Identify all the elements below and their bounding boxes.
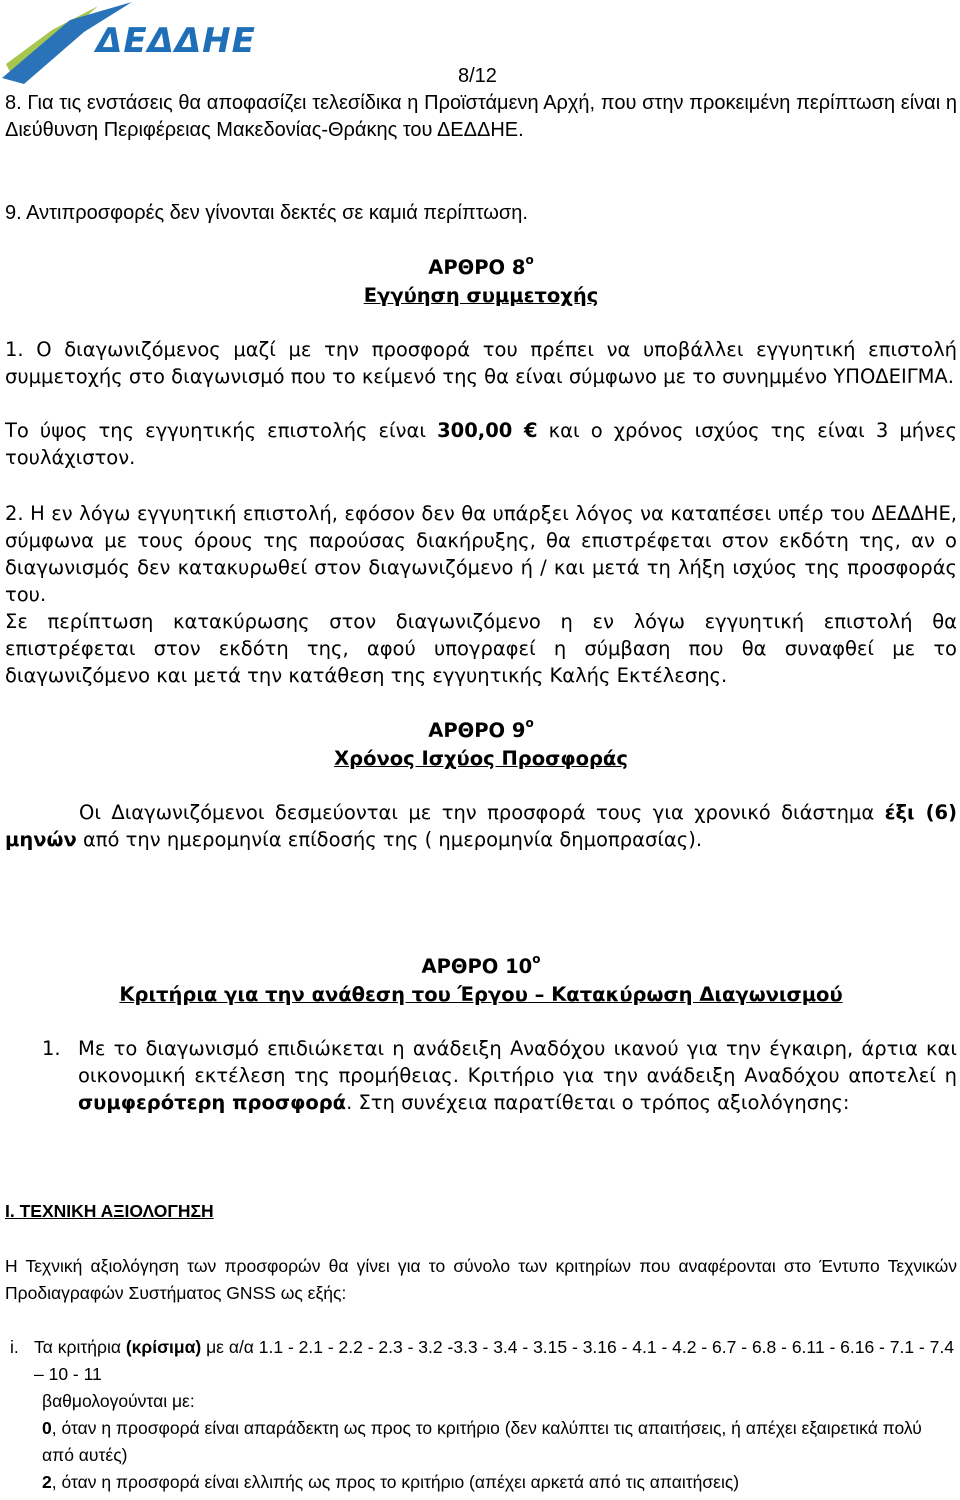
article-8-heading-text: ΑΡΘΡΟ 8 [428,256,526,279]
article-9-paragraph [5,799,957,853]
guarantee-amount: 300,00 € [437,419,538,442]
score-2-text: , όταν η προσφορά είναι ελλιπής ως προς το κριτήριο (απέχει αρκετά από τις απαιτήσεις) [51,1472,740,1492]
criteria-i-number: i. [10,1337,19,1357]
company-logo [0,0,280,84]
paragraph-item-9: 9. Αντιπροσφορές δεν γίνονται δεκτές σε καμιά περίπτωση. [5,202,528,224]
score-2-description [42,1469,957,1496]
technical-evaluation-intro: Η Τεχνική αξιολόγηση των προσφορών θα γίνει για το σύνολο των κριτηρίων που αναφέρονται στο Έντυπο Τεχνικών Προδιαγραφών Συστήματος GNSS ως εξής: [5,1256,957,1303]
article-10-heading [5,953,957,980]
graded-with-label: βαθμολογούνται με: [42,1391,195,1411]
article-10-item-1 [42,1035,957,1116]
article-10-subtitle-b: Κατακύρωση Διαγωνισμού [551,983,843,1006]
guarantee-text-pre: Το ύψος της εγγυητικής επιστολής είναι [5,419,438,442]
paragraph-item-8: 8. Για τις ενστάσεις θα αποφασίζει τελεσίδικα η Προϊστάμενη Αρχή, που στην προκειμένη περίπτωση είναι η Διεύθυνση Περιφέρειας Μακεδονίας-Θράκης του ΔΕΔΔΗΕ. [5,92,957,141]
article-10-heading-sup: ο [532,951,541,966]
criteria-i-text-pre: Τα κριτήρια [34,1337,126,1357]
article-10-item-1-number: 1. [42,1037,61,1060]
article-9-heading-sup: ο [525,715,534,730]
guarantee-text-post: και ο χρόνος ισχύος της είναι 3 μήνες τουλάχιστον. [5,419,957,469]
article-8-paragraph-1: 1. Ο διαγωνιζόμενος μαζί με την προσφορά του πρέπει να υποβάλλει εγγυητική επιστολή συμμετοχής στο διαγωνισμό που το κείμενό της θα είναι σύμφωνο με το συνημμένο ΥΠΟΔΕΙΓΜΑ. [5,338,957,388]
criteria-i-text [34,1334,958,1388]
page-number: 8/12 [458,65,497,87]
score-2-value: 2 [42,1472,52,1492]
technical-criteria-i [10,1334,958,1388]
score-0-description [42,1415,957,1469]
logo-text: ΔΕΔΔΗΕ [96,21,256,61]
article-8-heading [5,254,957,281]
criteria-text-post: . Στη συνέχεια παρατίθεται ο τρόπος αξιολόγησης: [346,1091,850,1114]
criteria-best-offer: συμφερότερη προσφορά [78,1091,347,1114]
article-10-item-1-text [78,1035,957,1116]
article-9-heading [5,717,957,744]
article-8-subtitle: Εγγύηση συμμετοχής [363,284,599,307]
article-8-paragraph-3: Σε περίπτωση κατακύρωσης στον διαγωνιζόμενο η εν λόγω εγγυητική επιστολή θα επιστρέφεται στον εκδότη της, αφού υπογραφεί η σύμβαση που θα συναφθεί με το διαγωνιζόμενο και μετά την κατάθεση της εγγυητικής Καλής Εκτέλεσης. [5,610,957,687]
validity-duration: έξι (6) μηνών [5,801,957,851]
technical-evaluation-heading: Ι. ΤΕΧΝΙΚΗ ΑΞΙΟΛΟΓΗΣΗ [5,1201,214,1221]
article-10-subtitle-a: Κριτήρια για την ανάθεση του Έργου [119,983,528,1006]
article-8-heading-sup: ο [525,252,534,267]
article-10-subtitle [5,981,957,1008]
validity-text-post: από την ημερομηνία επίδοσής της ( ημερομηνία δημοπρασίας). [76,828,703,851]
article-9-subtitle: Χρόνος Ισχύος Προσφοράς [334,747,628,770]
validity-text-pre: Οι Διαγωνιζόμενοι δεσμεύονται με την προσφορά τους για χρονικό διάστημα [79,801,885,824]
criteria-text-pre: Με το διαγωνισμό επιδιώκεται η ανάδειξη Αναδόχου ικανού για την έγκαιρη, άρτια και οικονομική εκτέλεση της προμήθειας. Κριτήριο για την ανάδειξη Αναδόχου αποτελεί η [78,1037,957,1087]
article-8-paragraph-2: 2. Η εν λόγω εγγυητική επιστολή, εφόσον δεν θα υπάρξει λόγος να καταπέσει υπέρ του ΔΕΔΔΗΕ, σύμφωνα με τους όρους της παρούσας διακήρυξης, θα επιστρέφεται στον εκδότη της, αν ο διαγωνισμός δεν κατακυρωθεί στον διαγωνιζόμενο ή / και μετά τη λήξη ισχύος της προσφοράς του. [5,502,957,606]
article-10-heading-text: ΑΡΘΡΟ 10 [421,955,533,978]
score-0-text: , όταν η προσφορά είναι απαράδεκτη ως προς το κριτήριο (δεν καλύπτει τις απαιτήσεις, ή απέχει εξαιρετικά πολύ από αυτές) [42,1418,922,1465]
article-9-heading-text: ΑΡΘΡΟ 9 [428,719,526,742]
criteria-i-critical: (κρίσιμα) [125,1337,202,1357]
article-10-subtitle-dash: – [527,983,552,1006]
score-0-value: 0 [42,1418,52,1438]
criteria-i-text-post: με α/α 1.1 - 2.1 - 2.2 - 2.3 - 3.2 -3.3 - 3.4 - 3.15 - 3.16 - 4.1 - 4.2 - 6.7 - 6.8 - 6.11 - 6.16 - 7.1 - 7.4 – 10 - 11 [34,1337,954,1384]
article-8-paragraph-1b [5,417,957,471]
logo-mark [0,0,280,84]
